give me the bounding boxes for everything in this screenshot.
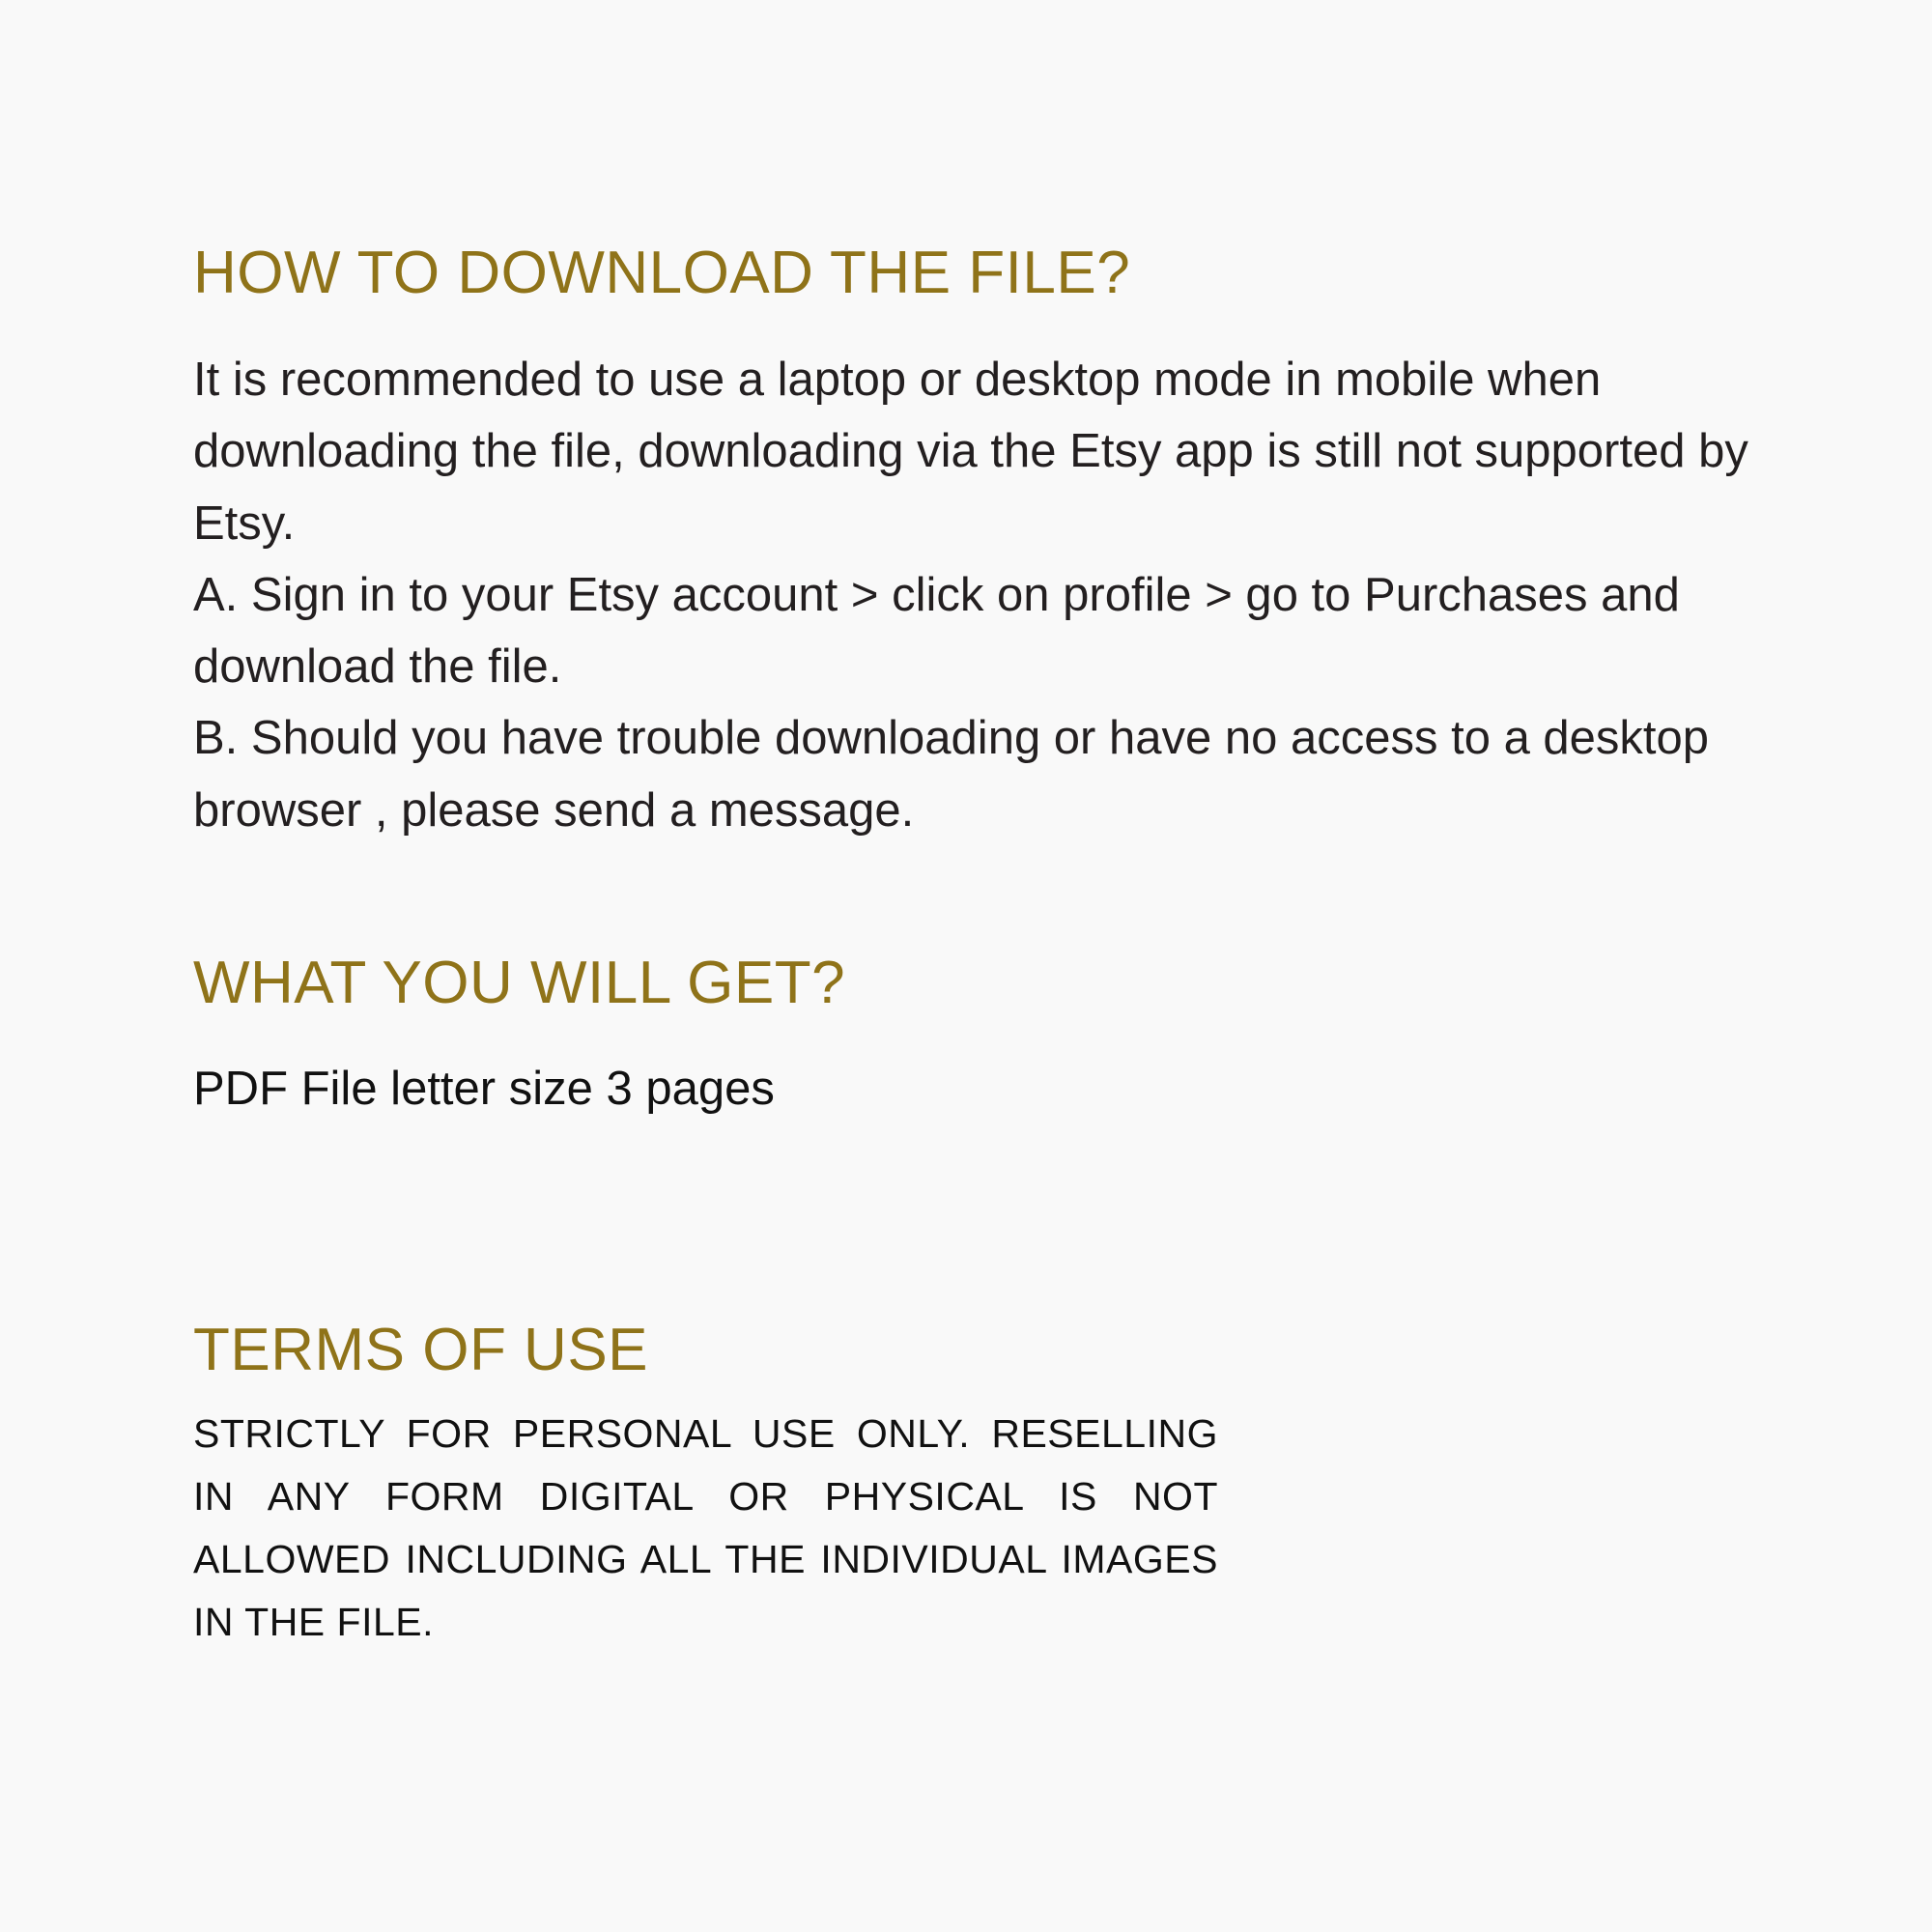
- terms-text: STRICTLY FOR PERSONAL USE ONLY. RESELLING IN ANY FORM DIGITAL OR PHYSICAL IS NOT ALLOWED INCLUDING ALL THE INDIVIDUAL IMAGES IN THE FILE.: [193, 1411, 1218, 1644]
- what-you-get-heading: WHAT YOU WILL GET?: [193, 950, 846, 1016]
- download-intro-text: It is recommended to use a laptop or desktop mode in mobile when downloading the file, downloading via the Etsy app is still not supported by Etsy.: [193, 354, 1748, 550]
- terms-heading: TERMS OF USE: [193, 1317, 649, 1383]
- download-heading: HOW TO DOWNLOAD THE FILE?: [193, 240, 1131, 306]
- what-you-get-text: PDF File letter size 3 pages: [193, 1063, 775, 1115]
- download-step-a: A. Sign in to your Etsy account > click on profile > go to Purchases and download the file.: [193, 568, 1680, 694]
- download-step-b: B. Should you have trouble downloading or have no access to a desktop browser , please send a message.: [193, 712, 1710, 837]
- download-instructions: [193, 344, 1758, 846]
